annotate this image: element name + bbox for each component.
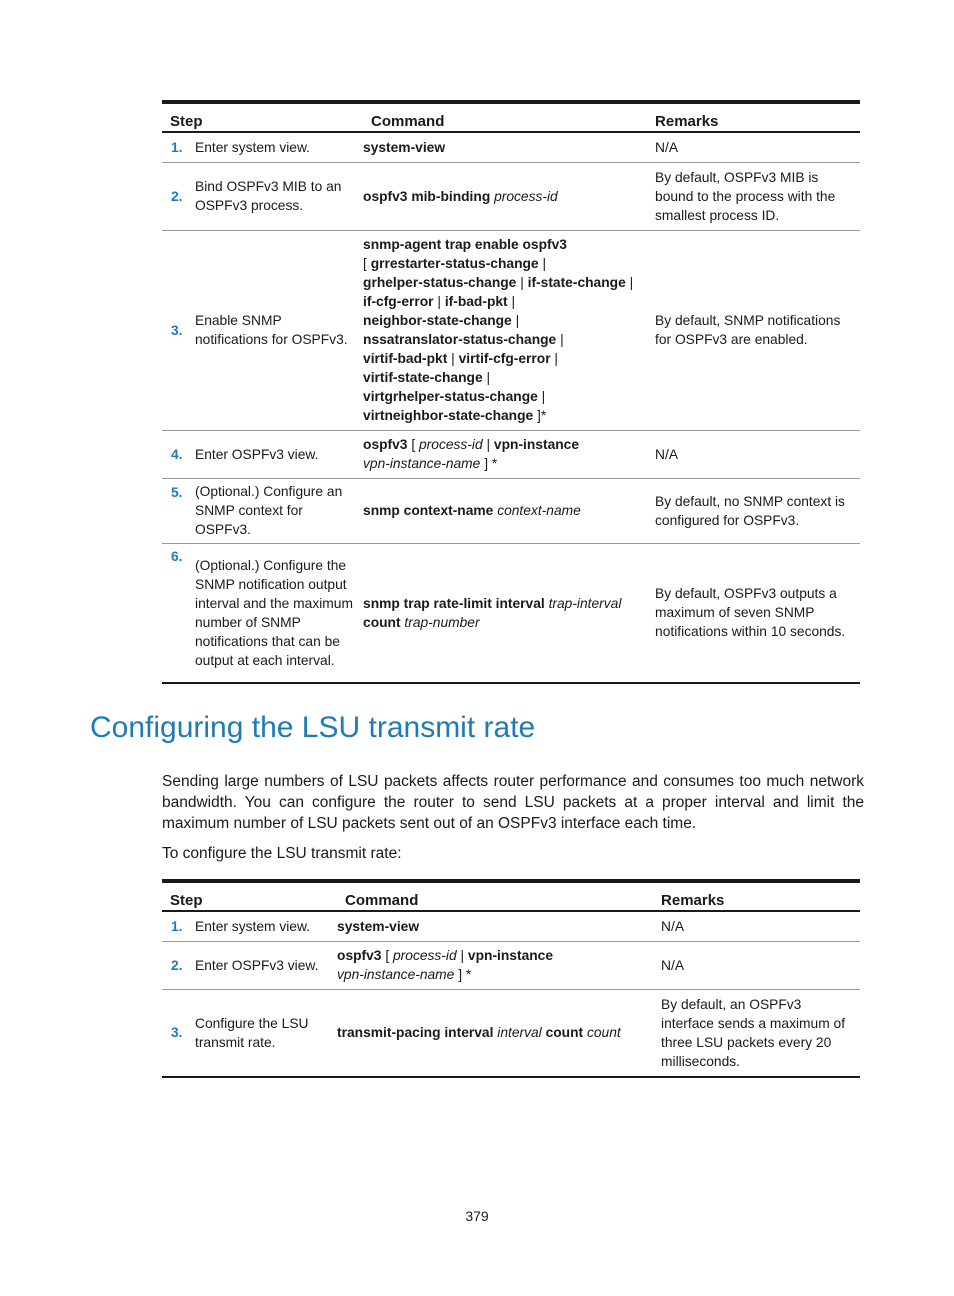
command-syntax: [363, 162, 647, 230]
command-punctuation: |: [511, 313, 520, 328]
table-row: [162, 430, 860, 478]
step-text: Enter system view.: [195, 911, 337, 941]
header-remarks: Remarks: [647, 102, 860, 132]
command-keyword: virtgrhelper-status-change: [363, 389, 538, 404]
remarks-text: N/A: [647, 430, 860, 478]
command-punctuation: |: [516, 275, 528, 290]
step-number: 1.: [162, 132, 195, 162]
command-keyword: system-view: [337, 918, 420, 934]
step-number: 6.: [162, 543, 195, 683]
command-keyword: virtif-bad-pkt: [363, 351, 448, 366]
command-argument: trap-number: [400, 614, 480, 630]
step-text: Enter OSPFv3 view.: [195, 430, 363, 478]
section-title: Configuring the LSU transmit rate: [90, 711, 536, 744]
command-punctuation: ]*: [533, 408, 547, 423]
command-keyword: ospfv3: [337, 948, 382, 963]
command-syntax: [363, 132, 647, 162]
command-argument: interval: [493, 1025, 546, 1041]
command-argument: vpn-instance-name: [363, 456, 481, 471]
command-keyword: transmit-pacing interval: [337, 1025, 494, 1041]
remarks-text: By default, OSPFv3 MIB is bound to the process with the smallest process ID.: [647, 162, 860, 230]
command-argument: vpn-instance-name: [337, 967, 455, 982]
header-command: Command: [337, 881, 653, 911]
step-text: Enable SNMP notifications for OSPFv3.: [195, 230, 363, 430]
remarks-text: N/A: [653, 911, 860, 941]
command-keyword: neighbor-state-change: [363, 313, 512, 328]
step-text: Configure the LSU transmit rate.: [195, 989, 337, 1077]
command-punctuation: ] *: [454, 967, 472, 982]
remarks-text: N/A: [653, 941, 860, 989]
command-syntax: [337, 911, 653, 941]
step-number: 3.: [162, 230, 195, 430]
command-argument: trap-interval: [544, 595, 622, 611]
step-number: 5.: [162, 478, 195, 543]
command-punctuation: |: [482, 437, 494, 452]
table-row: [162, 478, 860, 543]
table-header-row: [162, 102, 860, 132]
table-row: [162, 543, 860, 683]
lsu-transmit-rate-table: [162, 879, 860, 1078]
command-keyword: system-view: [363, 139, 446, 155]
table-row: [162, 230, 860, 430]
command-punctuation: |: [447, 351, 459, 366]
command-punctuation: [: [363, 256, 371, 271]
remarks-text: N/A: [647, 132, 860, 162]
step-number: 1.: [162, 911, 195, 941]
command-keyword: nssatranslator-status-change: [363, 332, 557, 347]
command-punctuation: [: [407, 437, 419, 452]
remarks-text: By default, no SNMP context is configured for OSPFv3.: [647, 478, 860, 543]
command-argument: context-name: [493, 503, 581, 518]
command-keyword: snmp-agent trap enable ospfv3: [363, 237, 567, 252]
command-argument: process-id: [490, 188, 558, 204]
command-punctuation: |: [538, 256, 547, 271]
command-syntax: [363, 430, 647, 478]
page-number: 379: [465, 1208, 489, 1224]
command-punctuation: ] *: [480, 456, 498, 471]
step-number: 4.: [162, 430, 195, 478]
lead-in-text: To configure the LSU transmit rate:: [162, 845, 402, 862]
command-punctuation: |: [507, 294, 516, 309]
command-syntax: [363, 230, 647, 430]
table-row: [162, 132, 860, 162]
remarks-text: By default, an OSPFv3 interface sends a maximum of three LSU packets every 20 milliseconds.: [653, 989, 860, 1077]
step-text: (Optional.) Configure an SNMP context for OSPFv3.: [195, 478, 363, 543]
command-syntax: [363, 478, 647, 543]
command-keyword: if-state-change: [527, 275, 626, 290]
step-number: 3.: [162, 989, 195, 1077]
command-punctuation: [: [381, 948, 393, 963]
command-syntax: [337, 941, 653, 989]
command-punctuation: |: [456, 948, 468, 963]
table-header-row: [162, 881, 860, 911]
command-keyword: if-bad-pkt: [444, 294, 508, 309]
command-keyword: vpn-instance: [467, 948, 554, 963]
command-punctuation: |: [537, 389, 546, 404]
command-argument: count: [583, 1025, 621, 1041]
remarks-text: By default, SNMP notifications for OSPFv3 are enabled.: [647, 230, 860, 430]
command-keyword: count: [545, 1025, 584, 1041]
command-argument: process-id: [419, 437, 483, 452]
command-keyword: virtneighbor-state-change: [363, 408, 534, 423]
step-number: 2.: [162, 941, 195, 989]
command-syntax: [363, 543, 647, 683]
step-text: Enter system view.: [195, 132, 363, 162]
step-text: (Optional.) Configure the SNMP notification output interval and the maximum number of SNMP notifications that can be output at each interval.: [195, 543, 363, 683]
command-punctuation: |: [433, 294, 445, 309]
table-row: [162, 162, 860, 230]
table-row: [162, 941, 860, 989]
command-keyword: snmp context-name: [363, 503, 494, 518]
command-keyword: grrestarter-status-change: [370, 256, 539, 271]
table-row: [162, 911, 860, 941]
intro-paragraph: Sending large numbers of LSU packets affects router performance and consumes too much network bandwidth. You can configure the router to send LSU packets at a proper interval and limit the maximum number of LSU packets sent out of an OSPFv3 interface each time.: [162, 773, 864, 832]
command-keyword: ospfv3: [363, 437, 408, 452]
command-keyword: grhelper-status-change: [363, 275, 517, 290]
command-punctuation: |: [556, 332, 564, 347]
snmp-notifications-table: [162, 100, 860, 684]
command-keyword: virtif-cfg-error: [458, 351, 551, 366]
header-step: Step: [162, 102, 363, 132]
step-text: Enter OSPFv3 view.: [195, 941, 337, 989]
command-punctuation: |: [550, 351, 559, 366]
step-number: 2.: [162, 162, 195, 230]
command-punctuation: |: [625, 275, 634, 290]
command-keyword: if-cfg-error: [363, 294, 434, 309]
step-text: Bind OSPFv3 MIB to an OSPFv3 process.: [195, 162, 363, 230]
command-argument: process-id: [393, 948, 457, 963]
command-keyword: virtif-state-change: [363, 370, 483, 385]
remarks-text: By default, OSPFv3 outputs a maximum of seven SNMP notifications within 10 seconds.: [647, 543, 860, 683]
table-row: [162, 989, 860, 1077]
command-syntax: [337, 989, 653, 1077]
header-command: Command: [363, 102, 647, 132]
header-remarks: Remarks: [653, 881, 860, 911]
command-punctuation: |: [482, 370, 491, 385]
command-keyword: snmp trap rate-limit interval: [363, 595, 545, 611]
header-step: Step: [162, 881, 337, 911]
command-keyword: count: [363, 614, 401, 630]
command-keyword: vpn-instance: [493, 437, 580, 452]
command-keyword: ospfv3 mib-binding: [363, 188, 491, 204]
